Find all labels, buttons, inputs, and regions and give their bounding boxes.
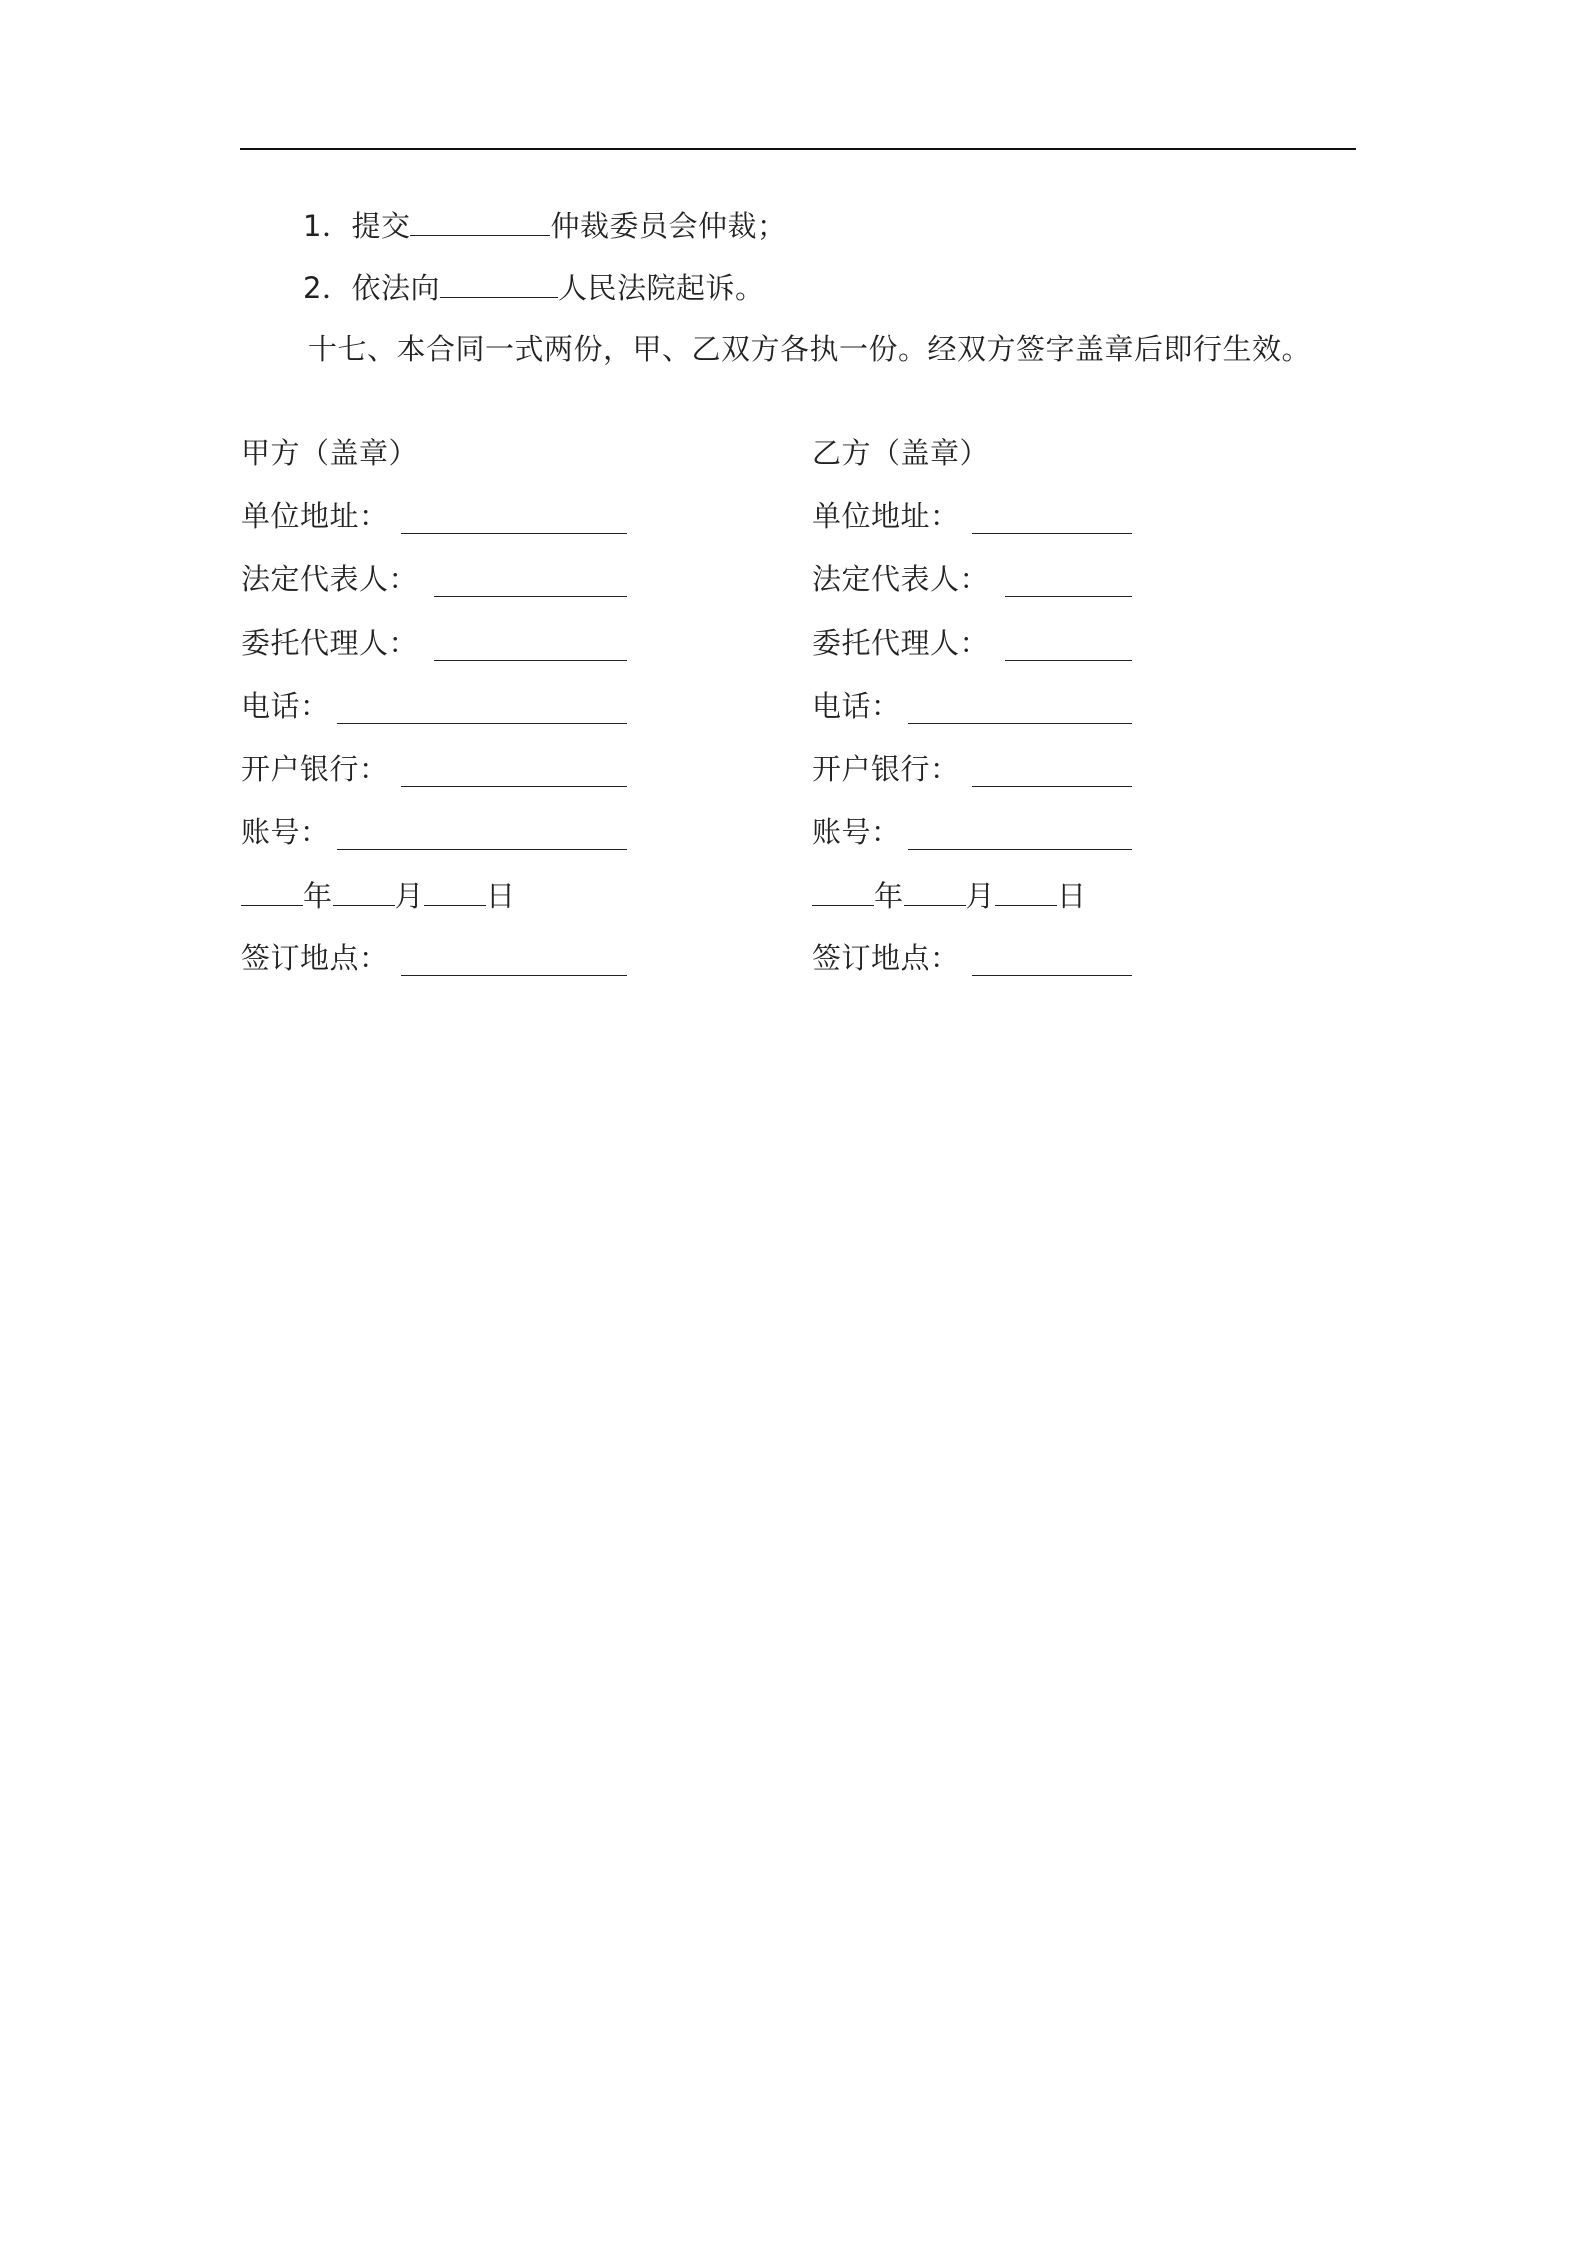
party-a-legal-rep-field[interactable] xyxy=(434,596,627,597)
party-b-year-label: 年 xyxy=(874,879,904,913)
party-a-address-label: 单位地址： xyxy=(241,499,389,533)
clause-item-2 xyxy=(303,267,764,308)
party-a-day-label: 日 xyxy=(486,879,516,913)
court-blank[interactable] xyxy=(440,267,558,298)
party-a-place-field[interactable] xyxy=(401,975,627,976)
clause-item-1-prefix: 1．提交 xyxy=(303,209,411,243)
party-b-month-blank[interactable] xyxy=(904,875,966,906)
party-b-year-blank[interactable] xyxy=(812,875,874,906)
party-b-address-field[interactable] xyxy=(972,533,1132,534)
clause-item-1 xyxy=(303,205,786,246)
party-a-bank-label: 开户银行： xyxy=(241,752,389,786)
party-a-phone-label: 电话： xyxy=(241,689,330,723)
party-a-place-label: 签订地点： xyxy=(241,941,389,975)
clause-item-2-suffix: 人民法院起诉。 xyxy=(557,271,765,305)
party-b-legal-rep-label: 法定代表人： xyxy=(812,562,990,596)
party-a-phone-field[interactable] xyxy=(337,723,627,724)
party-b-place-field[interactable] xyxy=(972,975,1132,976)
party-b-agent-field[interactable] xyxy=(1005,660,1132,661)
party-b-phone-field[interactable] xyxy=(908,723,1132,724)
clause-item-1-suffix: 仲裁委员会仲裁； xyxy=(550,209,787,243)
party-b-bank-field[interactable] xyxy=(972,786,1132,787)
party-b-heading: 乙方（盖章） xyxy=(812,436,990,470)
arbitration-committee-blank[interactable] xyxy=(410,205,550,236)
party-a-account-label: 账号： xyxy=(241,815,330,849)
header-rule xyxy=(240,148,1356,150)
party-a-bank-field[interactable] xyxy=(401,786,627,787)
party-a-month-label: 月 xyxy=(394,879,425,913)
party-a-year-label: 年 xyxy=(303,879,333,913)
party-b-place-label: 签订地点： xyxy=(812,941,960,975)
clause-17: 十七、本合同一式两份，甲、乙双方各执一份。经双方签字盖章后即行生效。 xyxy=(308,332,1312,366)
party-a-legal-rep-label: 法定代表人： xyxy=(241,562,419,596)
party-a-day-blank[interactable] xyxy=(424,875,486,906)
party-a-heading: 甲方（盖章） xyxy=(241,436,419,470)
party-b-day-blank[interactable] xyxy=(995,875,1057,906)
party-a-date xyxy=(241,875,516,916)
party-a-address-field[interactable] xyxy=(401,533,627,534)
party-b-date xyxy=(812,875,1087,916)
party-b-day-label: 日 xyxy=(1057,879,1087,913)
party-b-legal-rep-field[interactable] xyxy=(1005,596,1132,597)
clause-item-2-prefix: 2．依法向 xyxy=(303,271,440,305)
party-a-agent-label: 委托代理人： xyxy=(241,626,419,660)
party-a-agent-field[interactable] xyxy=(434,660,627,661)
party-a-month-blank[interactable] xyxy=(333,875,395,906)
party-b-address-label: 单位地址： xyxy=(812,499,960,533)
party-b-account-field[interactable] xyxy=(908,849,1132,850)
party-b-bank-label: 开户银行： xyxy=(812,752,960,786)
party-b-account-label: 账号： xyxy=(812,815,901,849)
party-a-year-blank[interactable] xyxy=(241,875,303,906)
party-a-account-field[interactable] xyxy=(337,849,627,850)
party-b-phone-label: 电话： xyxy=(812,689,901,723)
party-b-agent-label: 委托代理人： xyxy=(812,626,990,660)
party-b-month-label: 月 xyxy=(965,879,996,913)
